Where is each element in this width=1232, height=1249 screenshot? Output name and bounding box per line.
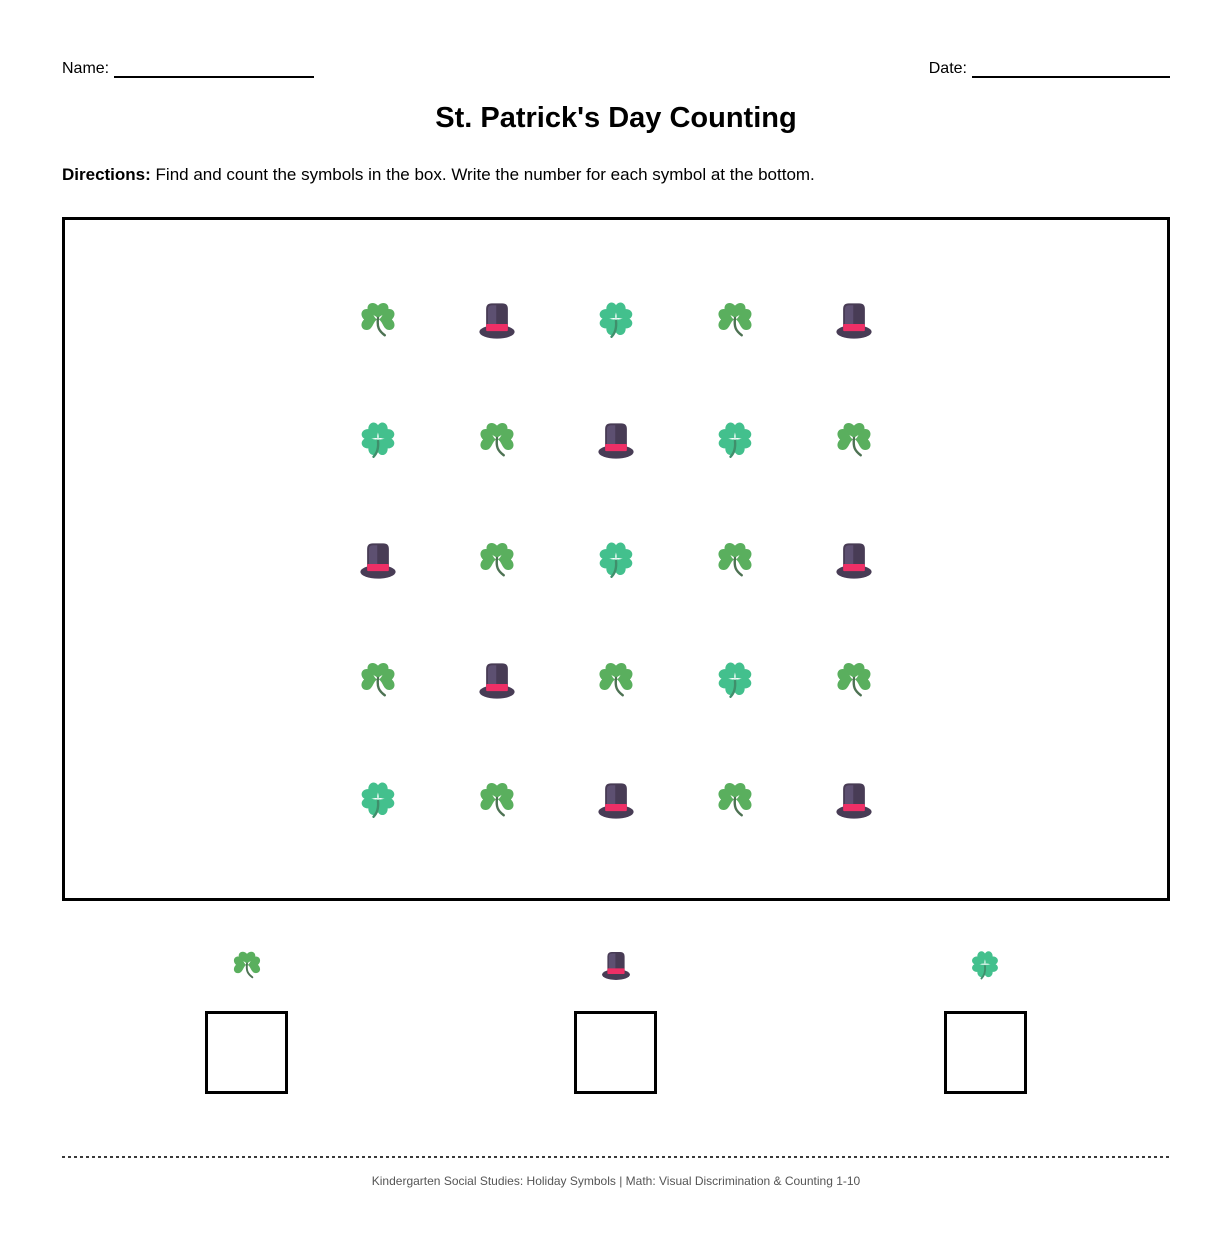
symbol-box xyxy=(62,217,1170,901)
grid-cell-four-leaf-clover xyxy=(319,381,438,501)
grid-cell-four-leaf-clover xyxy=(557,501,676,621)
four-leaf-clover-icon xyxy=(354,417,402,465)
answer-row xyxy=(62,947,1170,1094)
shamrock-icon xyxy=(228,947,266,985)
footer-credit: Kindergarten Social Studies: Holiday Symbols | Math: Visual Discrimination & Counting 1-10 xyxy=(371,1174,861,1189)
grid-cell-top-hat xyxy=(438,621,557,741)
shamrock-icon xyxy=(354,297,402,345)
shamrock-icon xyxy=(830,417,878,465)
shamrock-icon xyxy=(473,417,521,465)
grid-cell-shamrock xyxy=(557,621,676,741)
answer-box-shamrock[interactable] xyxy=(205,1011,288,1094)
top-hat-icon xyxy=(830,297,878,345)
name-label: Name: xyxy=(62,60,110,77)
grid-cell-top-hat xyxy=(795,261,914,381)
grid-cell-top-hat xyxy=(557,381,676,501)
grid-cell-four-leaf-clover xyxy=(676,621,795,741)
top-hat-icon xyxy=(473,657,521,705)
grid-cell-shamrock xyxy=(676,501,795,621)
shamrock-icon xyxy=(354,657,402,705)
answer-group-top-hat xyxy=(431,947,800,1094)
date-field xyxy=(929,60,1170,78)
grid-cell-shamrock xyxy=(438,501,557,621)
grid-cell-four-leaf-clover xyxy=(557,261,676,381)
shamrock-icon xyxy=(711,777,759,825)
shamrock-icon xyxy=(592,657,640,705)
grid-cell-shamrock xyxy=(795,381,914,501)
grid-cell-top-hat xyxy=(557,741,676,861)
date-label: Date: xyxy=(928,60,967,77)
grid-cell-top-hat xyxy=(795,741,914,861)
grid-cell-shamrock xyxy=(676,741,795,861)
grid-cell-shamrock xyxy=(438,741,557,861)
footer xyxy=(62,1156,1170,1188)
grid-cell-four-leaf-clover xyxy=(319,741,438,861)
grid-cell-shamrock xyxy=(319,261,438,381)
directions xyxy=(62,164,1170,186)
shamrock-icon xyxy=(473,777,521,825)
footer-divider xyxy=(62,1156,1170,1158)
answer-box-top-hat[interactable] xyxy=(574,1011,657,1094)
name-field xyxy=(62,60,314,78)
four-leaf-clover-icon xyxy=(592,297,640,345)
top-hat-icon xyxy=(592,417,640,465)
directions-label: Directions: xyxy=(62,164,151,184)
grid-cell-top-hat xyxy=(319,501,438,621)
four-leaf-clover-icon xyxy=(592,537,640,585)
shamrock-icon xyxy=(711,297,759,345)
directions-text: Find and count the symbols in the box. Write the number for each symbol at the bottom. xyxy=(155,164,815,184)
shamrock-icon xyxy=(830,657,878,705)
shamrock-icon xyxy=(711,537,759,585)
answer-box-four-leaf-clover[interactable] xyxy=(944,1011,1027,1094)
grid-cell-shamrock xyxy=(319,621,438,741)
answer-group-shamrock xyxy=(62,947,431,1094)
grid-cell-shamrock xyxy=(795,621,914,741)
four-leaf-clover-icon xyxy=(711,417,759,465)
grid-cell-four-leaf-clover xyxy=(676,381,795,501)
header-row xyxy=(62,60,1170,78)
top-hat-icon xyxy=(354,537,402,585)
date-input-line[interactable] xyxy=(972,62,1170,78)
four-leaf-clover-icon xyxy=(711,657,759,705)
grid-cell-shamrock xyxy=(438,381,557,501)
four-leaf-clover-icon xyxy=(966,947,1004,985)
top-hat-icon xyxy=(473,297,521,345)
grid-cell-top-hat xyxy=(795,501,914,621)
top-hat-icon xyxy=(830,537,878,585)
name-input-line[interactable] xyxy=(114,62,314,78)
four-leaf-clover-icon xyxy=(354,777,402,825)
top-hat-icon xyxy=(592,777,640,825)
top-hat-icon xyxy=(597,947,635,985)
grid-cell-top-hat xyxy=(438,261,557,381)
grid-cell-shamrock xyxy=(676,261,795,381)
shamrock-icon xyxy=(473,537,521,585)
symbol-grid xyxy=(319,261,914,861)
page-title: St. Patrick's Day Counting xyxy=(435,101,797,134)
answer-group-four-leaf-clover xyxy=(801,947,1170,1094)
top-hat-icon xyxy=(830,777,878,825)
